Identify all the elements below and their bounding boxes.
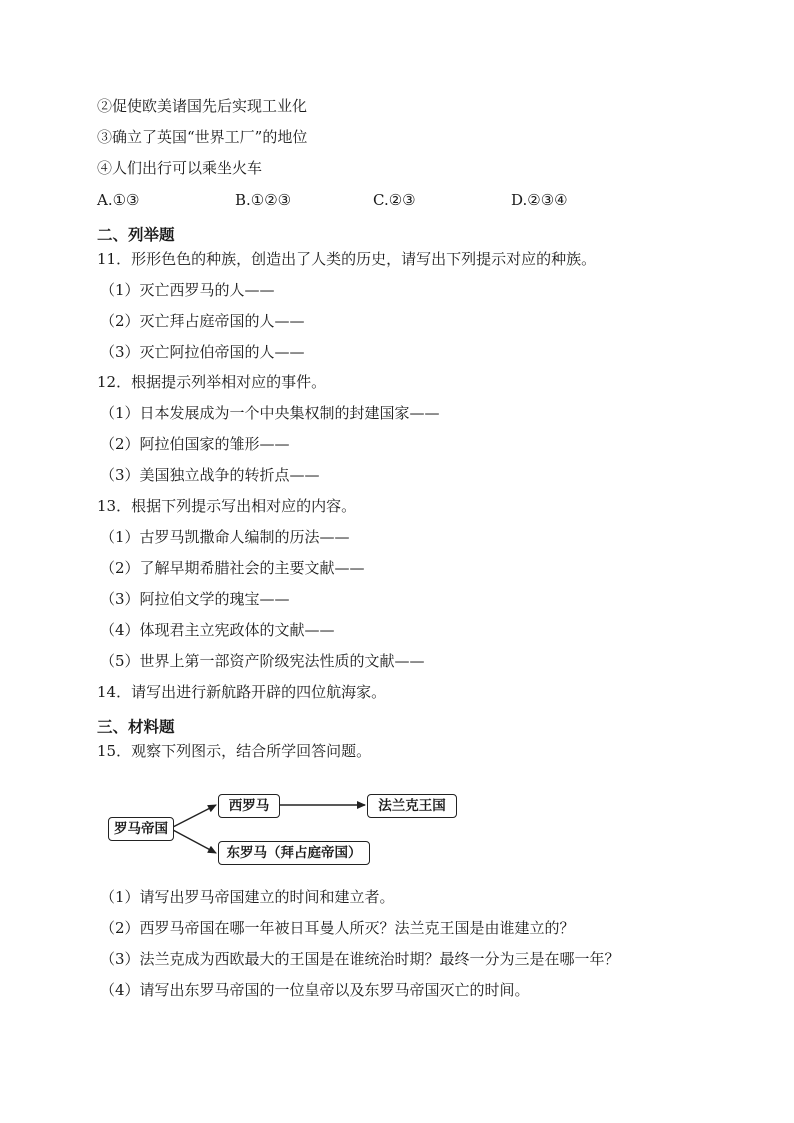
q15-item-2: （2）西罗马帝国在哪一年被日耳曼人所灭？法兰克王国是由谁建立的？ <box>100 919 575 937</box>
q15-item-3: （3）法兰克成为西欧最大的王国是在谁统治时期？最终一分为三是在哪一年？ <box>100 950 620 968</box>
q11-item-3: （3）灭亡阿拉伯帝国的人—— <box>100 343 305 361</box>
q11-item-1: （1）灭亡西罗马的人—— <box>100 281 275 299</box>
q13-stem: 13．根据下列提示写出相对应的内容。 <box>97 497 357 515</box>
q10-options <box>97 190 697 210</box>
q13-item-2: （2）了解早期希腊社会的主要文献—— <box>100 559 365 577</box>
box-eastern-rome: 东罗马（拜占庭帝国） <box>218 841 370 865</box>
arrow-root-to-east <box>173 830 216 853</box>
q13-item-5: （5）世界上第一部资产阶级宪法性质的文献—— <box>100 652 425 670</box>
box-roman-empire: 罗马帝国 <box>108 817 174 841</box>
q12-item-2: （2）阿拉伯国家的雏形—— <box>100 435 290 453</box>
option-a: A.①③ <box>97 191 140 209</box>
q11-item-2: （2）灭亡拜占庭帝国的人—— <box>100 312 305 330</box>
q13-item-4: （4）体现君主立宪政体的文献—— <box>100 621 335 639</box>
q12-item-1: （1）日本发展成为一个中央集权制的封建国家—— <box>100 404 440 422</box>
roman-empire-diagram <box>105 785 465 870</box>
option-c: C.②③ <box>373 191 416 209</box>
q13-item-3: （3）阿拉伯文学的瑰宝—— <box>100 590 290 608</box>
q12-item-3: （3）美国独立战争的转折点—— <box>100 466 320 484</box>
box-western-rome: 西罗马 <box>218 794 280 818</box>
option-d: D.②③④ <box>511 191 568 209</box>
q10-item-2: ②促使欧美诸国先后实现工业化 <box>97 97 308 115</box>
q10-item-3: ③确立了英国“世界工厂”的地位 <box>97 128 308 146</box>
arrow-root-to-west <box>173 805 216 827</box>
box-frankish-kingdom: 法兰克王国 <box>367 794 457 818</box>
q13-item-1: （1）古罗马凯撒命人编制的历法—— <box>100 528 350 546</box>
q15-item-4: （4）请写出东罗马帝国的一位皇帝以及东罗马帝国灭亡的时间。 <box>100 981 530 999</box>
q14-stem: 14．请写出进行新航路开辟的四位航海家。 <box>97 683 387 701</box>
q10-item-4: ④人们出行可以乘坐火车 <box>97 159 263 177</box>
section-3-heading: 三、材料题 <box>97 718 175 736</box>
option-b: B.①②③ <box>235 191 292 209</box>
q15-stem: 15．观察下列图示，结合所学回答问题。 <box>97 742 372 760</box>
q12-stem: 12．根据提示列举相对应的事件。 <box>97 373 327 391</box>
q15-item-1: （1）请写出罗马帝国建立的时间和建立者。 <box>100 888 395 906</box>
section-2-heading: 二、列举题 <box>97 226 175 244</box>
q11-stem: 11．形形色色的种族，创造出了人类的历史，请写出下列提示对应的种族。 <box>97 250 597 268</box>
